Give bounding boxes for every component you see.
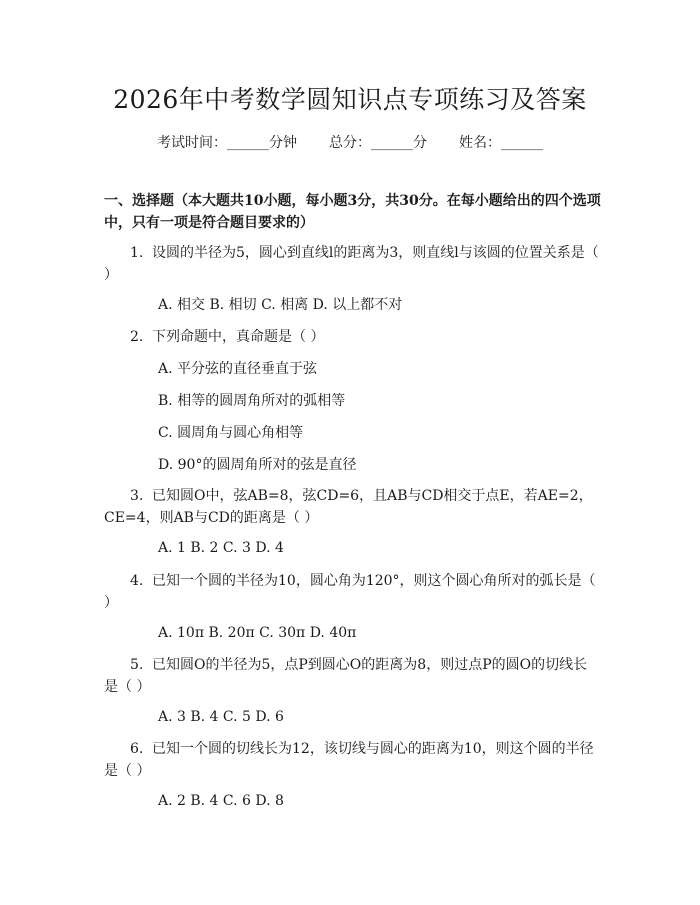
exam-info xyxy=(0,132,700,152)
question-number: 1. xyxy=(130,245,144,261)
question-4 xyxy=(104,570,600,614)
question-5-options: A. 3 B. 4 C. 5 D. 6 xyxy=(158,709,284,725)
question-number: 6. xyxy=(130,741,144,757)
exam-time-field: 考试时间：______分钟 xyxy=(157,135,297,151)
question-2-option-a: A. 平分弦的直径垂直于弦 xyxy=(158,361,318,377)
question-3 xyxy=(104,485,600,529)
question-1 xyxy=(104,242,600,286)
question-text: 已知圆O中，弦AB=8，弦CD=6，且AB与CD相交于点E，若AE=2，CE=4，则AB与CD的距离是（ ） xyxy=(104,488,593,526)
question-number: 5. xyxy=(130,657,144,673)
question-2-option-c: C. 圆周角与圆心角相等 xyxy=(158,425,304,441)
question-text: 已知一个圆的切线长为12，该切线与圆心的距离为10，则这个圆的半径是（ ） xyxy=(104,741,594,779)
question-6-options: A. 2 B. 4 C. 6 D. 8 xyxy=(158,793,284,809)
question-number: 2. xyxy=(130,329,144,345)
question-text: 设圆的半径为5，圆心到直线l的距离为3，则直线l与该圆的位置关系是（ ） xyxy=(104,245,599,283)
question-4-options: A. 10π B. 20π C. 30π D. 40π xyxy=(158,625,357,641)
question-2-option-d: D. 90°的圆周角所对的弦是直径 xyxy=(158,457,357,473)
question-3-options: A. 1 B. 2 C. 3 D. 4 xyxy=(158,540,284,556)
question-6 xyxy=(104,738,600,782)
question-text: 已知一个圆的半径为10，圆心角为120°，则这个圆心角所对的弧长是（ ） xyxy=(104,573,596,611)
exam-score-field: 总分：______分 xyxy=(329,135,427,151)
question-number: 3. xyxy=(130,488,144,504)
question-2-option-b: B. 相等的圆周角所对的弧相等 xyxy=(158,393,346,409)
question-2 xyxy=(104,326,600,348)
question-text: 已知圆O的半径为5，点P到圆心O的距离为8，则过点P的圆O的切线长是（ ） xyxy=(104,657,588,695)
page-title: 2026年中考数学圆知识点专项练习及答案 xyxy=(113,85,587,114)
question-number: 4. xyxy=(130,573,144,589)
question-text: 下列命题中，真命题是（ ） xyxy=(152,329,325,345)
question-5 xyxy=(104,654,600,698)
question-1-options: A. 相交 B. 相切 C. 相离 D. 以上都不对 xyxy=(158,297,403,313)
section-heading: 一、选择题（本大题共10小题，每小题3分，共30分。在每小题给出的四个选项中，只有一项是符合题目要求的） xyxy=(104,193,601,231)
student-name-field: 姓名：______ xyxy=(459,135,543,151)
